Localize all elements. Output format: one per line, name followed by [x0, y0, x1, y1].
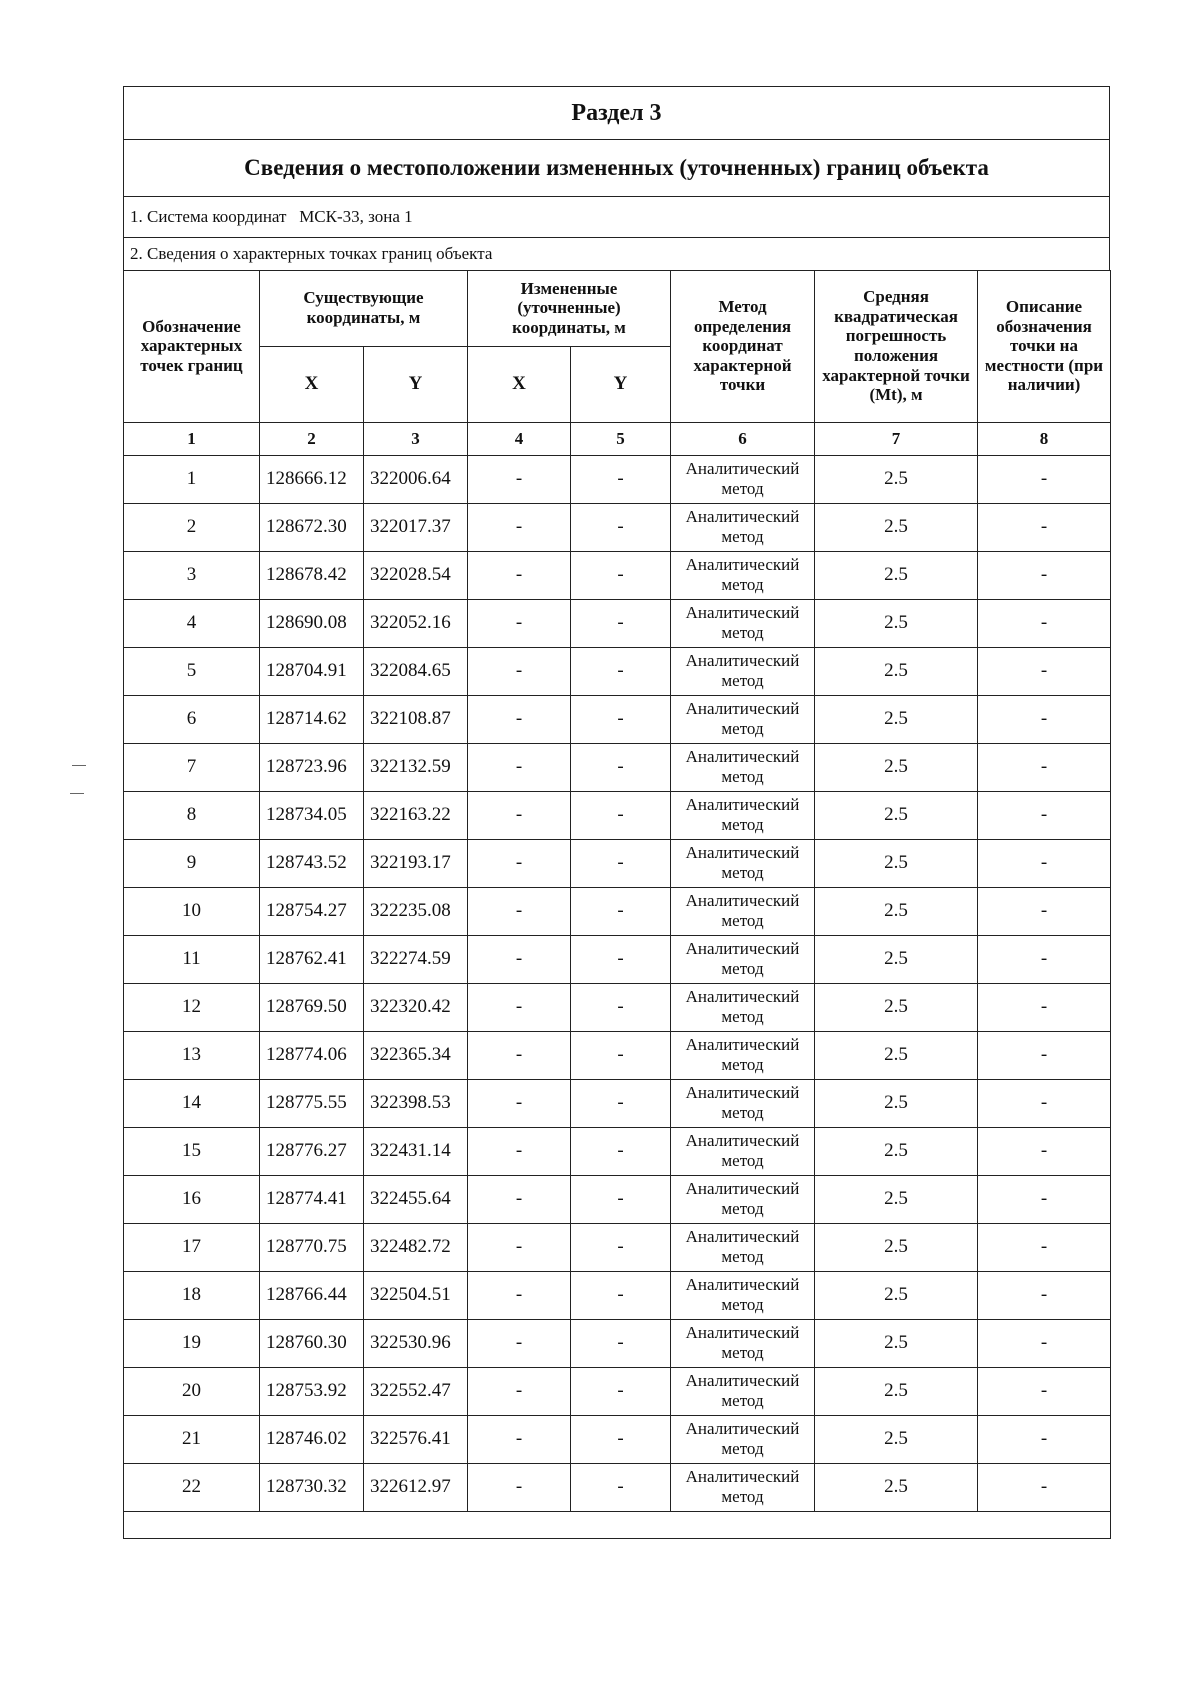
cell-existing-y: 322274.59: [364, 935, 468, 983]
table-row: [124, 1127, 1111, 1175]
scan-speck: [70, 793, 84, 794]
table-row: [124, 935, 1111, 983]
cell-changed-y: -: [571, 455, 671, 503]
cell-method: Аналитический метод: [671, 935, 815, 983]
cell-description: -: [978, 1367, 1111, 1415]
cell-error: 2.5: [815, 599, 978, 647]
cell-existing-x: 128754.27: [260, 887, 364, 935]
cell-changed-y: -: [571, 935, 671, 983]
cell-changed-x: -: [468, 1367, 571, 1415]
cell-changed-x: -: [468, 1415, 571, 1463]
header-method: Метод определения координат характерной точки: [671, 270, 815, 422]
cell-method: Аналитический метод: [671, 1223, 815, 1271]
scan-speck: [72, 765, 86, 766]
cell-method: Аналитический метод: [671, 983, 815, 1031]
table-row: [124, 1463, 1111, 1511]
table-row: [124, 695, 1111, 743]
cell-changed-x: -: [468, 695, 571, 743]
cell-existing-y: 322365.34: [364, 1031, 468, 1079]
table-row: [124, 743, 1111, 791]
cell-changed-y: -: [571, 1175, 671, 1223]
cell-existing-y: 322504.51: [364, 1271, 468, 1319]
cell-point-number: 6: [124, 695, 260, 743]
column-number: 2: [260, 422, 364, 455]
cell-error: 2.5: [815, 1367, 978, 1415]
cell-changed-x: -: [468, 455, 571, 503]
cell-error: 2.5: [815, 503, 978, 551]
cell-error: 2.5: [815, 1175, 978, 1223]
cell-changed-y: -: [571, 983, 671, 1031]
cell-existing-x: 128672.30: [260, 503, 364, 551]
cell-method: Аналитический метод: [671, 887, 815, 935]
cell-existing-x: 128774.06: [260, 1031, 364, 1079]
table-row: [124, 1415, 1111, 1463]
header-designation: Обозначение характерных точек границ: [124, 270, 260, 422]
cell-changed-x: -: [468, 1127, 571, 1175]
cell-changed-y: -: [571, 1127, 671, 1175]
coord-system-line: 1. Система координат МСК-33, зона 1: [124, 197, 1110, 238]
cell-existing-x: 128746.02: [260, 1415, 364, 1463]
header-existing-y: Y: [364, 346, 468, 422]
cell-description: -: [978, 983, 1111, 1031]
header-existing-x: X: [260, 346, 364, 422]
cell-method: Аналитический метод: [671, 503, 815, 551]
table-row: [124, 983, 1111, 1031]
column-number: 8: [978, 422, 1111, 455]
cell-changed-y: -: [571, 1223, 671, 1271]
cell-changed-x: -: [468, 1463, 571, 1511]
cell-existing-x: 128760.30: [260, 1319, 364, 1367]
cell-description: -: [978, 1127, 1111, 1175]
cell-existing-y: 322028.54: [364, 551, 468, 599]
cell-existing-y: 322576.41: [364, 1415, 468, 1463]
header-changed-y: Y: [571, 346, 671, 422]
table-empty-footer-row: [124, 1511, 1111, 1538]
cell-point-number: 5: [124, 647, 260, 695]
cell-description: -: [978, 1079, 1111, 1127]
cell-changed-x: -: [468, 503, 571, 551]
cell-error: 2.5: [815, 1271, 978, 1319]
table-row: [124, 1271, 1111, 1319]
table-row: [124, 1079, 1111, 1127]
cell-changed-y: -: [571, 791, 671, 839]
cell-existing-x: 128743.52: [260, 839, 364, 887]
cell-changed-x: -: [468, 1031, 571, 1079]
cell-existing-x: 128678.42: [260, 551, 364, 599]
cell-description: -: [978, 695, 1111, 743]
cell-existing-x: 128774.41: [260, 1175, 364, 1223]
coord-system-row: [124, 197, 1110, 238]
section-title-row: [124, 87, 1110, 140]
column-number: 7: [815, 422, 978, 455]
table-row: [124, 1223, 1111, 1271]
cell-existing-x: 128766.44: [260, 1271, 364, 1319]
cell-point-number: 19: [124, 1319, 260, 1367]
cell-method: Аналитический метод: [671, 1463, 815, 1511]
table-row: [124, 503, 1111, 551]
cell-point-number: 1: [124, 455, 260, 503]
cell-changed-y: -: [571, 599, 671, 647]
cell-existing-y: 322163.22: [364, 791, 468, 839]
cell-point-number: 17: [124, 1223, 260, 1271]
cell-point-number: 13: [124, 1031, 260, 1079]
cell-changed-y: -: [571, 1415, 671, 1463]
cell-error: 2.5: [815, 1079, 978, 1127]
cell-method: Аналитический метод: [671, 791, 815, 839]
cell-description: -: [978, 1415, 1111, 1463]
cell-changed-y: -: [571, 1463, 671, 1511]
cell-method: Аналитический метод: [671, 1319, 815, 1367]
cell-changed-x: -: [468, 839, 571, 887]
cell-existing-x: 128734.05: [260, 791, 364, 839]
cell-existing-y: 322612.97: [364, 1463, 468, 1511]
cell-method: Аналитический метод: [671, 743, 815, 791]
cell-existing-x: 128776.27: [260, 1127, 364, 1175]
cell-point-number: 12: [124, 983, 260, 1031]
cell-description: -: [978, 839, 1111, 887]
header-description: Описание обозначения точки на местности (при наличии): [978, 270, 1111, 422]
cell-changed-y: -: [571, 503, 671, 551]
document-title: Сведения о местоположении измененных (уточненных) границ объекта: [124, 140, 1110, 197]
cell-description: -: [978, 1223, 1111, 1271]
cell-existing-y: 322132.59: [364, 743, 468, 791]
points-table: [123, 270, 1111, 1539]
cell-changed-y: -: [571, 647, 671, 695]
cell-method: Аналитический метод: [671, 1415, 815, 1463]
cell-existing-x: 128730.32: [260, 1463, 364, 1511]
cell-method: Аналитический метод: [671, 455, 815, 503]
cell-method: Аналитический метод: [671, 1127, 815, 1175]
cell-method: Аналитический метод: [671, 1031, 815, 1079]
cell-error: 2.5: [815, 1127, 978, 1175]
header-changed-coords: Измененные (уточненные) координаты, м: [468, 270, 671, 346]
cell-error: 2.5: [815, 887, 978, 935]
cell-description: -: [978, 887, 1111, 935]
cell-existing-x: 128769.50: [260, 983, 364, 1031]
column-number: 3: [364, 422, 468, 455]
column-number: 6: [671, 422, 815, 455]
document-title-row: [124, 140, 1110, 197]
cell-description: -: [978, 791, 1111, 839]
cell-error: 2.5: [815, 1223, 978, 1271]
cell-point-number: 9: [124, 839, 260, 887]
table-row: [124, 1031, 1111, 1079]
cell-point-number: 10: [124, 887, 260, 935]
column-number: 4: [468, 422, 571, 455]
column-number: 5: [571, 422, 671, 455]
cell-point-number: 15: [124, 1127, 260, 1175]
cell-changed-x: -: [468, 1319, 571, 1367]
cell-error: 2.5: [815, 1319, 978, 1367]
cell-error: 2.5: [815, 935, 978, 983]
cell-existing-y: 322552.47: [364, 1367, 468, 1415]
cell-point-number: 8: [124, 791, 260, 839]
cell-method: Аналитический метод: [671, 551, 815, 599]
cell-existing-x: 128690.08: [260, 599, 364, 647]
cell-error: 2.5: [815, 1415, 978, 1463]
points-info-row: [124, 238, 1110, 271]
cell-point-number: 14: [124, 1079, 260, 1127]
cell-existing-y: 322108.87: [364, 695, 468, 743]
cell-existing-x: 128714.62: [260, 695, 364, 743]
cell-changed-x: -: [468, 647, 571, 695]
cell-error: 2.5: [815, 551, 978, 599]
cell-changed-x: -: [468, 1079, 571, 1127]
cell-method: Аналитический метод: [671, 1175, 815, 1223]
cell-changed-y: -: [571, 1319, 671, 1367]
cell-error: 2.5: [815, 647, 978, 695]
cell-error: 2.5: [815, 1031, 978, 1079]
cell-existing-x: 128770.75: [260, 1223, 364, 1271]
table-row: [124, 1319, 1111, 1367]
cell-existing-x: 128666.12: [260, 455, 364, 503]
table-row: [124, 1175, 1111, 1223]
cell-changed-x: -: [468, 935, 571, 983]
cell-method: Аналитический метод: [671, 839, 815, 887]
cell-description: -: [978, 455, 1111, 503]
cell-point-number: 22: [124, 1463, 260, 1511]
cell-point-number: 20: [124, 1367, 260, 1415]
cell-changed-x: -: [468, 1271, 571, 1319]
cell-error: 2.5: [815, 1463, 978, 1511]
cell-description: -: [978, 551, 1111, 599]
header-error: Средняя квадратическая погрешность положения характерной точки (Mt), м: [815, 270, 978, 422]
cell-method: Аналитический метод: [671, 1367, 815, 1415]
cell-method: Аналитический метод: [671, 1079, 815, 1127]
cell-point-number: 11: [124, 935, 260, 983]
header-existing-coords: Существующие координаты, м: [260, 270, 468, 346]
table-row: [124, 791, 1111, 839]
cell-existing-y: 322431.14: [364, 1127, 468, 1175]
cell-changed-y: -: [571, 551, 671, 599]
cell-existing-x: 128753.92: [260, 1367, 364, 1415]
cell-error: 2.5: [815, 983, 978, 1031]
cell-error: 2.5: [815, 791, 978, 839]
cell-point-number: 16: [124, 1175, 260, 1223]
cell-existing-y: 322398.53: [364, 1079, 468, 1127]
cell-existing-x: 128775.55: [260, 1079, 364, 1127]
column-number: 1: [124, 422, 260, 455]
cell-existing-y: 322320.42: [364, 983, 468, 1031]
table-row: [124, 887, 1111, 935]
table-row: [124, 551, 1111, 599]
cell-existing-y: 322235.08: [364, 887, 468, 935]
cell-existing-y: 322530.96: [364, 1319, 468, 1367]
cell-changed-y: -: [571, 1031, 671, 1079]
cell-point-number: 2: [124, 503, 260, 551]
cell-changed-x: -: [468, 551, 571, 599]
cell-existing-y: 322052.16: [364, 599, 468, 647]
cell-error: 2.5: [815, 455, 978, 503]
cell-changed-y: -: [571, 1367, 671, 1415]
cell-error: 2.5: [815, 695, 978, 743]
cell-existing-y: 322455.64: [364, 1175, 468, 1223]
header-changed-x: X: [468, 346, 571, 422]
cell-changed-x: -: [468, 1223, 571, 1271]
cell-description: -: [978, 647, 1111, 695]
table-row: [124, 1367, 1111, 1415]
cell-point-number: 7: [124, 743, 260, 791]
cell-changed-y: -: [571, 1079, 671, 1127]
cell-existing-y: 322193.17: [364, 839, 468, 887]
cell-method: Аналитический метод: [671, 599, 815, 647]
cell-description: -: [978, 1031, 1111, 1079]
cell-description: -: [978, 1463, 1111, 1511]
cell-changed-x: -: [468, 1175, 571, 1223]
cell-existing-y: 322084.65: [364, 647, 468, 695]
cell-changed-y: -: [571, 743, 671, 791]
cell-method: Аналитический метод: [671, 1271, 815, 1319]
cell-changed-y: -: [571, 1271, 671, 1319]
cell-description: -: [978, 1175, 1111, 1223]
cell-changed-x: -: [468, 983, 571, 1031]
cell-changed-x: -: [468, 887, 571, 935]
table-row: [124, 599, 1111, 647]
cell-description: -: [978, 599, 1111, 647]
cell-description: -: [978, 743, 1111, 791]
cell-method: Аналитический метод: [671, 695, 815, 743]
cell-changed-x: -: [468, 743, 571, 791]
document-sheet: [123, 86, 1110, 1539]
header-row-top: [124, 270, 1111, 346]
table-row: [124, 455, 1111, 503]
cell-error: 2.5: [815, 839, 978, 887]
cell-description: -: [978, 935, 1111, 983]
cell-error: 2.5: [815, 743, 978, 791]
cell-description: -: [978, 1319, 1111, 1367]
cell-point-number: 18: [124, 1271, 260, 1319]
cell-point-number: 3: [124, 551, 260, 599]
cell-existing-y: 322482.72: [364, 1223, 468, 1271]
points-info-line: 2. Сведения о характерных точках границ объекта: [124, 238, 1110, 271]
table-row: [124, 839, 1111, 887]
cell-changed-x: -: [468, 599, 571, 647]
points-table-body: [124, 455, 1111, 1511]
cell-description: -: [978, 503, 1111, 551]
cell-existing-y: 322017.37: [364, 503, 468, 551]
cell-description: -: [978, 1271, 1111, 1319]
header-table: [123, 86, 1110, 271]
cell-method: Аналитический метод: [671, 647, 815, 695]
cell-point-number: 4: [124, 599, 260, 647]
cell-changed-y: -: [571, 887, 671, 935]
cell-changed-x: -: [468, 791, 571, 839]
cell-changed-y: -: [571, 839, 671, 887]
empty-footer-cell: [124, 1511, 1111, 1538]
cell-existing-x: 128704.91: [260, 647, 364, 695]
section-title: Раздел 3: [124, 87, 1110, 140]
cell-point-number: 21: [124, 1415, 260, 1463]
cell-changed-y: -: [571, 695, 671, 743]
cell-existing-y: 322006.64: [364, 455, 468, 503]
cell-existing-x: 128723.96: [260, 743, 364, 791]
column-number-row: [124, 422, 1111, 455]
cell-existing-x: 128762.41: [260, 935, 364, 983]
table-row: [124, 647, 1111, 695]
